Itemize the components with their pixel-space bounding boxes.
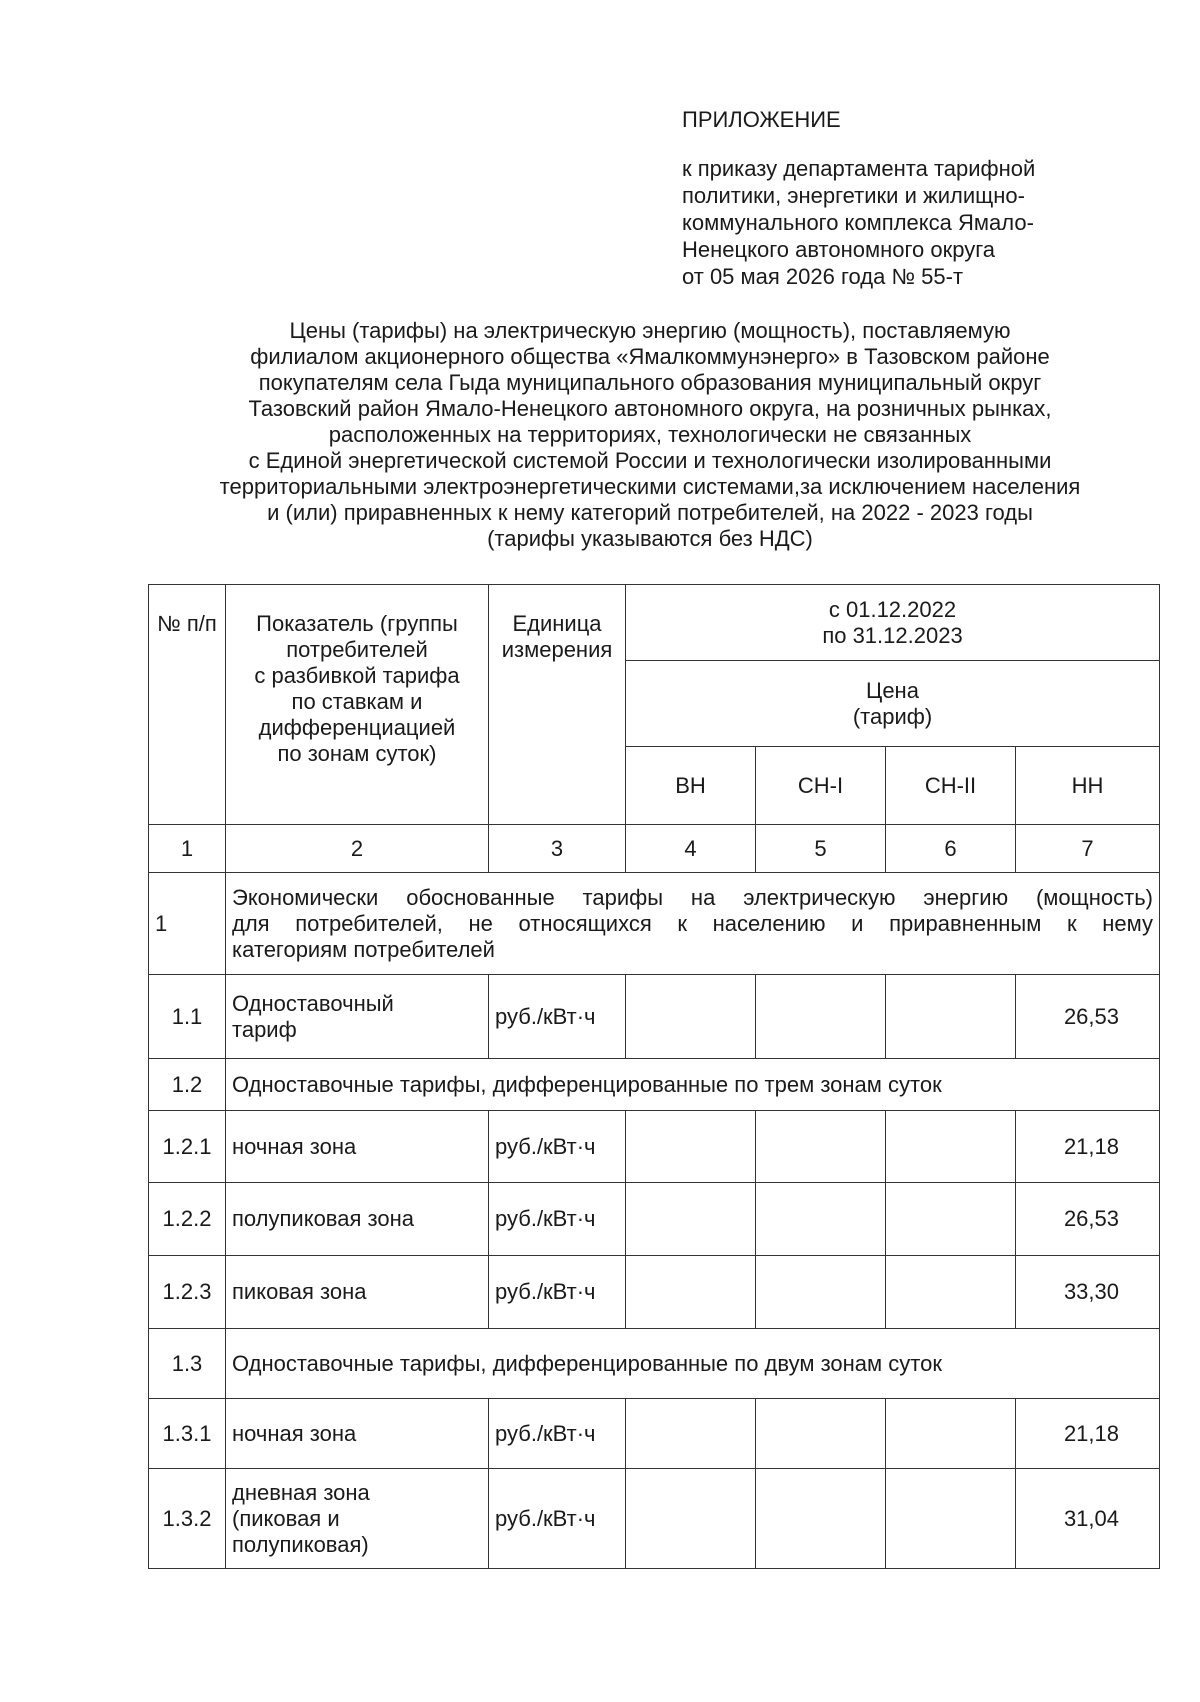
annex-line: коммунального комплекса Ямало- (682, 210, 1034, 235)
heading-line: покупателям села Гыда муниципального образования муниципальный округ (258, 370, 1042, 395)
document-heading (150, 318, 1150, 552)
cell-sn1 (756, 975, 886, 1059)
cell-nn: 33,30 (1016, 1256, 1160, 1329)
cell-sn1 (756, 1256, 886, 1329)
row-num: 1.1 (149, 975, 226, 1059)
heading-line: (тарифы указываются без НДС) (487, 526, 813, 551)
row-name: ночная зона (226, 1111, 489, 1183)
cell-sn2 (886, 1399, 1016, 1469)
cell-nn: 26,53 (1016, 1183, 1160, 1256)
annex-line: к приказу департамента тарифной (682, 156, 1036, 181)
heading-line: Цены (тарифы) на электрическую энергию (мощность), поставляемую (289, 318, 1011, 343)
header-unit: Единица измерения (489, 585, 626, 825)
table-row (149, 1399, 1160, 1469)
cell-sn2 (886, 1183, 1016, 1256)
row-name: полупиковая зона (226, 1183, 489, 1256)
header-price: Цена (тариф) (626, 661, 1160, 747)
cell-vn (626, 1111, 756, 1183)
table-row (149, 975, 1160, 1059)
row-name: Одноставочный тариф (226, 975, 489, 1059)
section-title: Экономически обоснованные тарифы на электрическую энергию (мощность) для потребителей, не относящихся к населению и приравненным к нему категориям потребителей (226, 873, 1160, 975)
row-num: 1.3.1 (149, 1399, 226, 1469)
row-unit: руб./кВт·ч (489, 1399, 626, 1469)
cell-sn2 (886, 1256, 1016, 1329)
annex-line: от 05 мая 2026 года № 55-т (682, 264, 964, 289)
cell-vn (626, 1469, 756, 1569)
annex-line: Ненецкого автономного округа (682, 237, 996, 262)
cell-sn2 (886, 1469, 1016, 1569)
cell-sn2 (886, 1111, 1016, 1183)
heading-line: территориальными электроэнергетическими системами,за исключением населения (219, 474, 1081, 499)
header-level-sn2: СН-II (886, 747, 1016, 825)
heading-line: филиалом акционерного общества «Ямалкоммунэнерго» в Тазовском районе (250, 344, 1050, 369)
cell-nn: 26,53 (1016, 975, 1160, 1059)
cell-vn (626, 1399, 756, 1469)
subsection-title: Одноставочные тарифы, дифференцированные по трем зонам суток (226, 1059, 1160, 1111)
header-indicator: Показатель (группы потребителей с разбивкой тарифа по ставкам и дифференциацией по зонам суток) (226, 585, 489, 825)
table-row (149, 1111, 1160, 1183)
header-level-sn1: СН-I (756, 747, 886, 825)
cell-sn1 (756, 1399, 886, 1469)
heading-line: расположенных на территориях, технологически не связанных (328, 422, 972, 447)
subsection-num: 1.2 (149, 1059, 226, 1111)
cell-sn1 (756, 1111, 886, 1183)
row-num: 1.2.3 (149, 1256, 226, 1329)
table-row (149, 1256, 1160, 1329)
column-number: 5 (756, 825, 886, 873)
column-number: 3 (489, 825, 626, 873)
header-level-vn: ВН (626, 747, 756, 825)
row-num: 1.3.2 (149, 1469, 226, 1569)
column-numbers-row (149, 825, 1160, 873)
annex-title: ПРИЛОЖЕНИЕ (682, 107, 841, 132)
cell-nn: 21,18 (1016, 1111, 1160, 1183)
column-number: 1 (149, 825, 226, 873)
header-num: № п/п (149, 585, 226, 825)
table-row (149, 1469, 1160, 1569)
row-name: пиковая зона (226, 1256, 489, 1329)
section-num: 1 (149, 873, 226, 975)
row-num: 1.2.1 (149, 1111, 226, 1183)
tariff-table (148, 584, 1160, 1569)
table-row (149, 1183, 1160, 1256)
row-unit: руб./кВт·ч (489, 1469, 626, 1569)
cell-vn (626, 1256, 756, 1329)
row-unit: руб./кВт·ч (489, 1256, 626, 1329)
subsection-title: Одноставочные тарифы, дифференцированные по двум зонам суток (226, 1329, 1160, 1399)
subsection-row (149, 1059, 1160, 1111)
heading-line: и (или) приравненных к нему категорий потребителей, на 2022 - 2023 годы (267, 500, 1033, 525)
section-row (149, 873, 1160, 975)
subsection-row (149, 1329, 1160, 1399)
cell-nn: 31,04 (1016, 1469, 1160, 1569)
cell-vn (626, 1183, 756, 1256)
column-number: 6 (886, 825, 1016, 873)
heading-line: с Единой энергетической системой России и технологически изолированными (248, 448, 1052, 473)
heading-line: Тазовский район Ямало-Ненецкого автономного округа, на розничных рынках, (248, 396, 1052, 421)
cell-nn: 21,18 (1016, 1399, 1160, 1469)
row-name: дневная зона (пиковая и полупиковая) (226, 1469, 489, 1569)
annex-line: политики, энергетики и жилищно- (682, 183, 1025, 208)
subsection-num: 1.3 (149, 1329, 226, 1399)
header-level-nn: НН (1016, 747, 1160, 825)
cell-sn1 (756, 1469, 886, 1569)
annex-body (682, 155, 1142, 290)
row-unit: руб./кВт·ч (489, 975, 626, 1059)
column-number: 2 (226, 825, 489, 873)
cell-sn2 (886, 975, 1016, 1059)
header-period: с 01.12.2022 по 31.12.2023 (626, 585, 1160, 661)
row-name: ночная зона (226, 1399, 489, 1469)
row-num: 1.2.2 (149, 1183, 226, 1256)
row-unit: руб./кВт·ч (489, 1111, 626, 1183)
annex-block (682, 106, 1142, 290)
column-number: 7 (1016, 825, 1160, 873)
column-number: 4 (626, 825, 756, 873)
cell-vn (626, 975, 756, 1059)
cell-sn1 (756, 1183, 886, 1256)
row-unit: руб./кВт·ч (489, 1183, 626, 1256)
